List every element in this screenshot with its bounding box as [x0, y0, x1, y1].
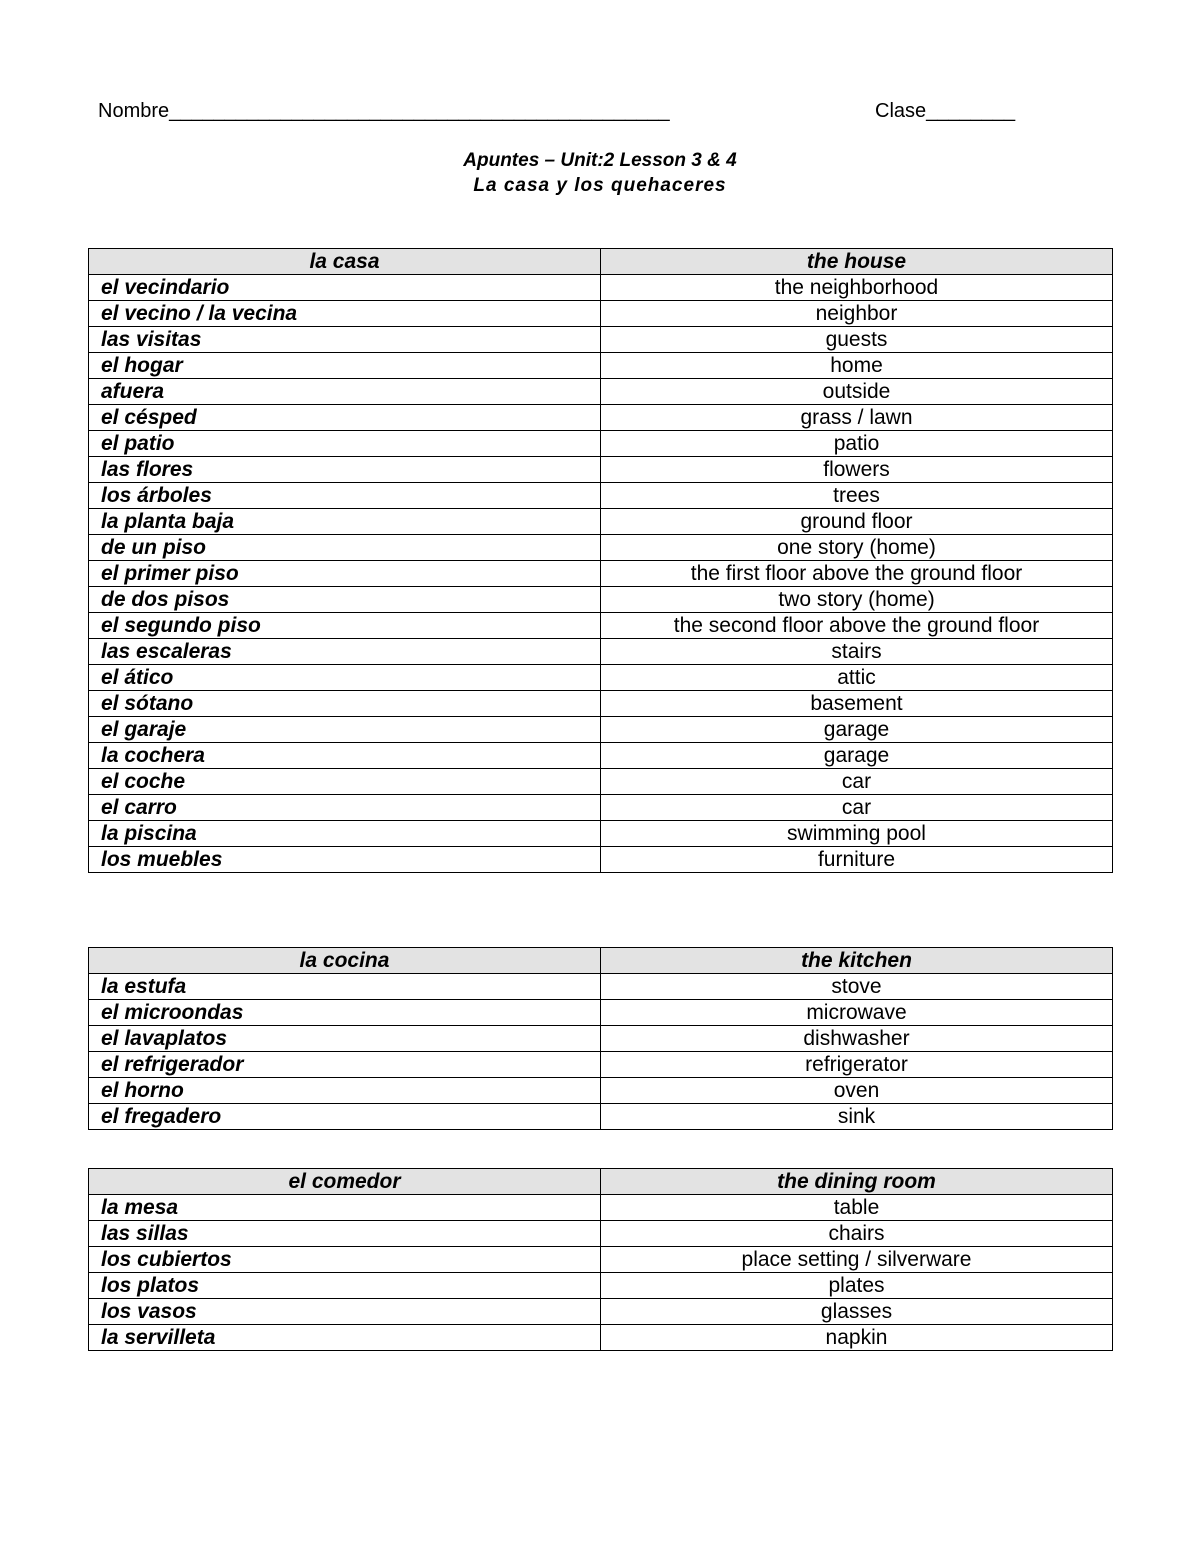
table-row [89, 1221, 1113, 1247]
spanish-term: la cochera [89, 743, 601, 769]
name-field: Nombre_____________________________________________ [98, 100, 670, 122]
vocab-table-dining-room [88, 1168, 1113, 1351]
table-row [89, 1104, 1113, 1130]
english-translation: one story (home) [601, 535, 1113, 561]
english-translation: plates [601, 1273, 1113, 1299]
english-translation: chairs [601, 1221, 1113, 1247]
table-header-row [89, 948, 1113, 974]
spanish-term: la planta baja [89, 509, 601, 535]
english-translation: garage [601, 717, 1113, 743]
english-translation: home [601, 353, 1113, 379]
spanish-term: el fregadero [89, 1104, 601, 1130]
spanish-term: la estufa [89, 974, 601, 1000]
spanish-term: el segundo piso [89, 613, 601, 639]
table-row [89, 379, 1113, 405]
vocab-table-house [88, 248, 1113, 873]
english-translation: outside [601, 379, 1113, 405]
spanish-term: el microondas [89, 1000, 601, 1026]
english-translation: car [601, 769, 1113, 795]
page-title [0, 148, 1200, 198]
table-row [89, 1026, 1113, 1052]
english-translation: microwave [601, 1000, 1113, 1026]
header-english: the dining room [601, 1169, 1113, 1195]
header-spanish: el comedor [89, 1169, 601, 1195]
english-translation: patio [601, 431, 1113, 457]
table-row [89, 639, 1113, 665]
table-header-row [89, 1169, 1113, 1195]
class-field: Clase________ [875, 100, 1016, 122]
english-translation: the first floor above the ground floor [601, 561, 1113, 587]
header-spanish: la casa [89, 249, 601, 275]
table-row [89, 275, 1113, 301]
english-translation: grass / lawn [601, 405, 1113, 431]
table-row [89, 769, 1113, 795]
english-translation: stove [601, 974, 1113, 1000]
spanish-term: los cubiertos [89, 1247, 601, 1273]
english-translation: the neighborhood [601, 275, 1113, 301]
table-row [89, 743, 1113, 769]
table-row [89, 691, 1113, 717]
header-spanish: la cocina [89, 948, 601, 974]
table-row [89, 431, 1113, 457]
spanish-term: los árboles [89, 483, 601, 509]
english-translation: attic [601, 665, 1113, 691]
english-translation: oven [601, 1078, 1113, 1104]
table-row [89, 327, 1113, 353]
english-translation: guests [601, 327, 1113, 353]
english-translation: two story (home) [601, 587, 1113, 613]
spanish-term: el carro [89, 795, 601, 821]
spanish-term: la piscina [89, 821, 601, 847]
table-header-row [89, 249, 1113, 275]
english-translation: car [601, 795, 1113, 821]
spanish-term: el garaje [89, 717, 601, 743]
spanish-term: el patio [89, 431, 601, 457]
english-translation: basement [601, 691, 1113, 717]
english-translation: stairs [601, 639, 1113, 665]
spanish-term: el vecindario [89, 275, 601, 301]
spanish-term: de dos pisos [89, 587, 601, 613]
table-row [89, 613, 1113, 639]
table-row [89, 1299, 1113, 1325]
table-row [89, 301, 1113, 327]
english-translation: flowers [601, 457, 1113, 483]
table-row [89, 717, 1113, 743]
header-english: the house [601, 249, 1113, 275]
english-translation: furniture [601, 847, 1113, 873]
english-translation: neighbor [601, 301, 1113, 327]
table-row [89, 509, 1113, 535]
spanish-term: las escaleras [89, 639, 601, 665]
spanish-term: el hogar [89, 353, 601, 379]
table-row [89, 353, 1113, 379]
table-row [89, 1325, 1113, 1351]
spanish-term: el refrigerador [89, 1052, 601, 1078]
spanish-term: los platos [89, 1273, 601, 1299]
table-row [89, 1247, 1113, 1273]
table-row [89, 535, 1113, 561]
table-row [89, 1078, 1113, 1104]
table-row [89, 665, 1113, 691]
spanish-term: la servilleta [89, 1325, 601, 1351]
table-row [89, 1195, 1113, 1221]
table-row [89, 1273, 1113, 1299]
header-english: the kitchen [601, 948, 1113, 974]
english-translation: sink [601, 1104, 1113, 1130]
spanish-term: el lavaplatos [89, 1026, 601, 1052]
english-translation: glasses [601, 1299, 1113, 1325]
title-line-2: La casa y los quehaceres [473, 175, 727, 196]
table-row [89, 974, 1113, 1000]
table-row [89, 795, 1113, 821]
table-row [89, 821, 1113, 847]
spanish-term: el coche [89, 769, 601, 795]
table-row [89, 405, 1113, 431]
spanish-term: el césped [89, 405, 601, 431]
table-row [89, 587, 1113, 613]
english-translation: swimming pool [601, 821, 1113, 847]
table-row [89, 1052, 1113, 1078]
spanish-term: el ático [89, 665, 601, 691]
spanish-term: las visitas [89, 327, 601, 353]
name-class-line [98, 100, 1028, 126]
english-translation: napkin [601, 1325, 1113, 1351]
table-row [89, 483, 1113, 509]
spanish-term: los vasos [89, 1299, 601, 1325]
english-translation: garage [601, 743, 1113, 769]
spanish-term: las sillas [89, 1221, 601, 1247]
english-translation: trees [601, 483, 1113, 509]
title-line-1: Apuntes – Unit:2 Lesson 3 & 4 [463, 150, 737, 171]
table-row [89, 1000, 1113, 1026]
english-translation: refrigerator [601, 1052, 1113, 1078]
spanish-term: el primer piso [89, 561, 601, 587]
english-translation: ground floor [601, 509, 1113, 535]
english-translation: dishwasher [601, 1026, 1113, 1052]
english-translation: table [601, 1195, 1113, 1221]
spanish-term: los muebles [89, 847, 601, 873]
spanish-term: de un piso [89, 535, 601, 561]
table-row [89, 561, 1113, 587]
spanish-term: las flores [89, 457, 601, 483]
table-row [89, 457, 1113, 483]
spanish-term: afuera [89, 379, 601, 405]
vocab-table-kitchen [88, 947, 1113, 1130]
table-row [89, 847, 1113, 873]
spanish-term: la mesa [89, 1195, 601, 1221]
spanish-term: el sótano [89, 691, 601, 717]
spanish-term: el vecino / la vecina [89, 301, 601, 327]
english-translation: place setting / silverware [601, 1247, 1113, 1273]
spanish-term: el horno [89, 1078, 601, 1104]
english-translation: the second floor above the ground floor [601, 613, 1113, 639]
